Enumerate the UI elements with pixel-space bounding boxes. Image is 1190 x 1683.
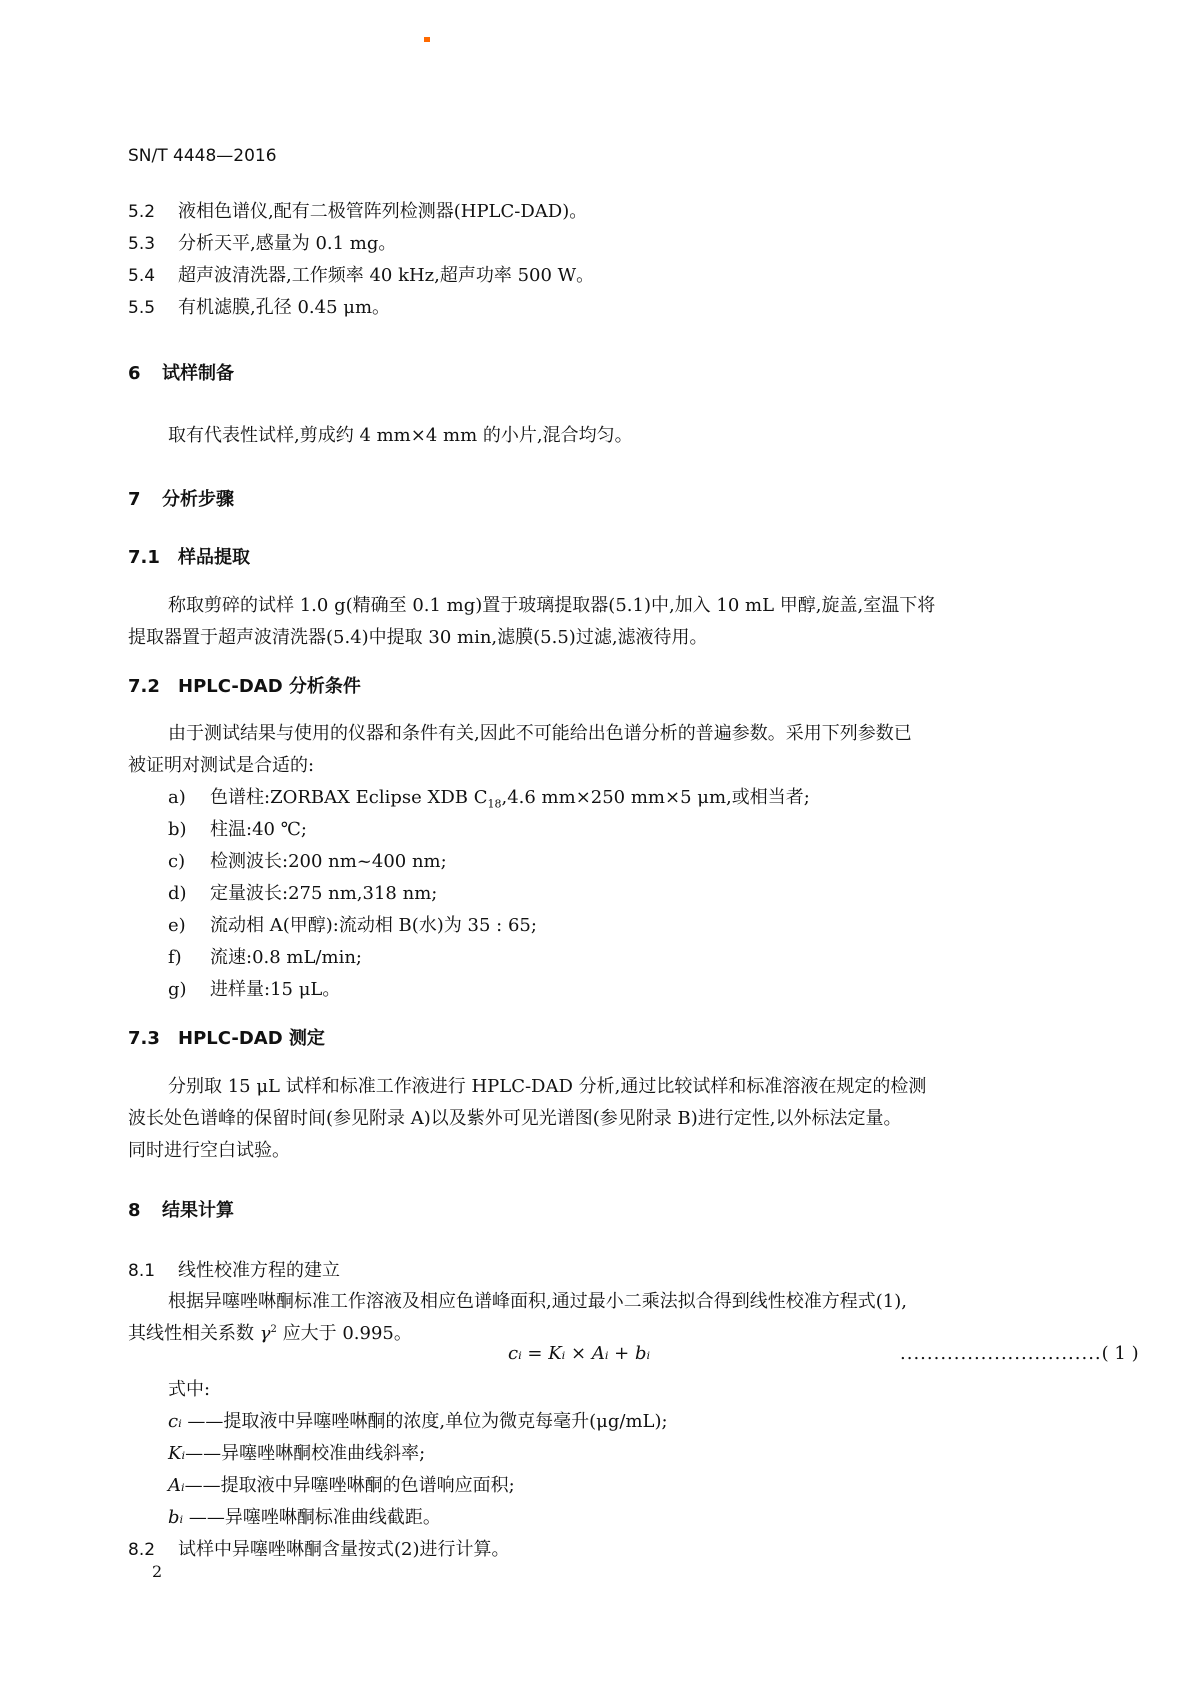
subscript: 18 xyxy=(487,797,502,811)
condition-text: 流速:0.8 mL/min; xyxy=(210,947,362,968)
paragraph-line: 分别取 15 μL 试样和标准工作液进行 HPLC-DAD 分析,通过比较试样和标准溶液在规定的检测 xyxy=(168,1076,927,1097)
paragraph-line: 提取器置于超声波清洗器(5.4)中提取 30 min,滤膜(5.5)过滤,滤液待用。 xyxy=(128,627,708,648)
subsection-number: 8.1 xyxy=(128,1261,156,1281)
where-label: 式中: xyxy=(168,1379,211,1400)
condition-text: 进样量:15 μL。 xyxy=(210,979,341,1000)
paragraph-line: 被证明对测试是合适的: xyxy=(128,755,315,776)
section-title: 试样制备 xyxy=(162,363,234,384)
item-text: 液相色谱仪,配有二极管阵列检测器(HPLC-DAD)。 xyxy=(178,201,588,222)
definition-item xyxy=(168,1471,515,1497)
condition-label: a) xyxy=(168,787,186,808)
subsection-title: 样品提取 xyxy=(178,547,250,568)
equation-label: ( 1 ) xyxy=(1101,1343,1139,1364)
item-number: 5.3 xyxy=(128,234,156,254)
condition-item xyxy=(168,911,537,937)
standard-code: SN/T 4448—2016 xyxy=(128,146,277,166)
condition-label: d) xyxy=(168,883,187,904)
condition-label: c) xyxy=(168,851,186,872)
condition-text: 检测波长:200 nm~400 nm; xyxy=(210,851,447,872)
list-item xyxy=(128,261,594,287)
leader-dots: .............................. xyxy=(900,1343,1102,1364)
subsection-heading xyxy=(128,1024,325,1050)
condition-item xyxy=(168,815,307,841)
subsection-heading xyxy=(128,1535,510,1561)
symbol: Kᵢ xyxy=(168,1443,186,1464)
section-heading xyxy=(128,485,234,511)
list-item xyxy=(128,229,396,255)
subsection-number: 8.2 xyxy=(128,1540,156,1560)
condition-item xyxy=(168,879,437,905)
item-text: 分析天平,感量为 0.1 mg。 xyxy=(178,233,397,254)
condition-item xyxy=(168,783,810,811)
equation: cᵢ = Kᵢ × Aᵢ + bᵢ xyxy=(508,1343,651,1364)
definition-text: ——提取液中异噻唑啉酮的浓度,单位为微克每毫升(μg/mL); xyxy=(181,1411,668,1432)
subsection-title: HPLC-DAD 分析条件 xyxy=(178,676,361,697)
paragraph: 取有代表性试样,剪成约 4 mm×4 mm 的小片,混合均匀。 xyxy=(168,425,633,446)
condition-label: e) xyxy=(168,915,186,936)
item-number: 5.4 xyxy=(128,266,156,286)
paragraph-line: 称取剪碎的试样 1.0 g(精确至 0.1 mg)置于玻璃提取器(5.1)中,加入 10 mL 甲醇,旋盖,室温下将 xyxy=(168,595,936,616)
text: 应大于 0.995。 xyxy=(276,1323,412,1344)
paragraph-line xyxy=(128,1319,412,1345)
item-number: 5.2 xyxy=(128,202,156,222)
section-number: 7 xyxy=(128,489,141,510)
condition-label: g) xyxy=(168,979,187,1000)
item-number: 5.5 xyxy=(128,298,156,318)
definition-item xyxy=(168,1503,441,1529)
condition-label: f) xyxy=(168,947,182,968)
condition-text: 色谱柱:ZORBAX Eclipse XDB C xyxy=(210,787,488,808)
text: 其线性相关系数 xyxy=(128,1323,260,1344)
condition-text: ,4.6 mm×250 mm×5 μm,或相当者; xyxy=(501,787,810,808)
condition-item xyxy=(168,847,447,873)
symbol: Aᵢ xyxy=(168,1475,185,1496)
paragraph-line: 根据异噻唑啉酮标准工作溶液及相应色谱峰面积,通过最小二乘法拟合得到线性校准方程式(1), xyxy=(168,1291,907,1312)
definition-item xyxy=(168,1439,425,1465)
definition-text: ——异噻唑啉酮校准曲线斜率; xyxy=(185,1443,426,1464)
section-number: 8 xyxy=(128,1200,141,1221)
symbol: cᵢ xyxy=(168,1411,182,1432)
symbol: bᵢ xyxy=(168,1507,184,1528)
variable: γ xyxy=(259,1323,271,1344)
section-number: 6 xyxy=(128,363,141,384)
condition-item xyxy=(168,975,340,1001)
subsection-heading xyxy=(128,543,250,569)
subsection-title: 线性校准方程的建立 xyxy=(178,1260,340,1281)
superscript: 2 xyxy=(270,1324,277,1335)
condition-text: 柱温:40 ℃; xyxy=(210,819,307,840)
condition-label: b) xyxy=(168,819,187,840)
top-orange-mark xyxy=(424,37,430,42)
subsection-number: 7.2 xyxy=(128,676,160,697)
subsection-number: 7.3 xyxy=(128,1028,160,1049)
list-item xyxy=(128,293,390,319)
subsection-heading xyxy=(128,672,361,698)
subsection-heading xyxy=(128,1256,340,1282)
section-title: 分析步骤 xyxy=(162,489,234,510)
item-text: 超声波清洗器,工作频率 40 kHz,超声功率 500 W。 xyxy=(178,265,595,286)
subsection-text: 试样中异噻唑啉酮含量按式(2)进行计算。 xyxy=(178,1539,510,1560)
section-heading xyxy=(128,1196,234,1222)
subsection-title: HPLC-DAD 测定 xyxy=(178,1028,325,1049)
paragraph-line: 波长处色谱峰的保留时间(参见附录 A)以及紫外可见光谱图(参见附录 B)进行定性,以外标法定量。 xyxy=(128,1108,902,1129)
equation-number xyxy=(900,1343,1139,1364)
subsection-number: 7.1 xyxy=(128,547,160,568)
section-title: 结果计算 xyxy=(162,1200,234,1221)
definition-text: ——提取液中异噻唑啉酮的色谱响应面积; xyxy=(184,1475,515,1496)
definition-item xyxy=(168,1407,668,1433)
list-item xyxy=(128,197,587,223)
condition-text: 定量波长:275 nm,318 nm; xyxy=(210,883,438,904)
definition-text: ——异噻唑啉酮标准曲线截距。 xyxy=(183,1507,441,1528)
condition-text: 流动相 A(甲醇):流动相 B(水)为 35 : 65; xyxy=(210,915,537,936)
condition-item xyxy=(168,943,362,969)
paragraph-line: 由于测试结果与使用的仪器和条件有关,因此不可能给出色谱分析的普遍参数。采用下列参数已 xyxy=(168,723,912,744)
item-text: 有机滤膜,孔径 0.45 μm。 xyxy=(178,297,391,318)
paragraph-line: 同时进行空白试验。 xyxy=(128,1140,290,1161)
page-number: 2 xyxy=(152,1562,163,1581)
section-heading xyxy=(128,359,234,385)
